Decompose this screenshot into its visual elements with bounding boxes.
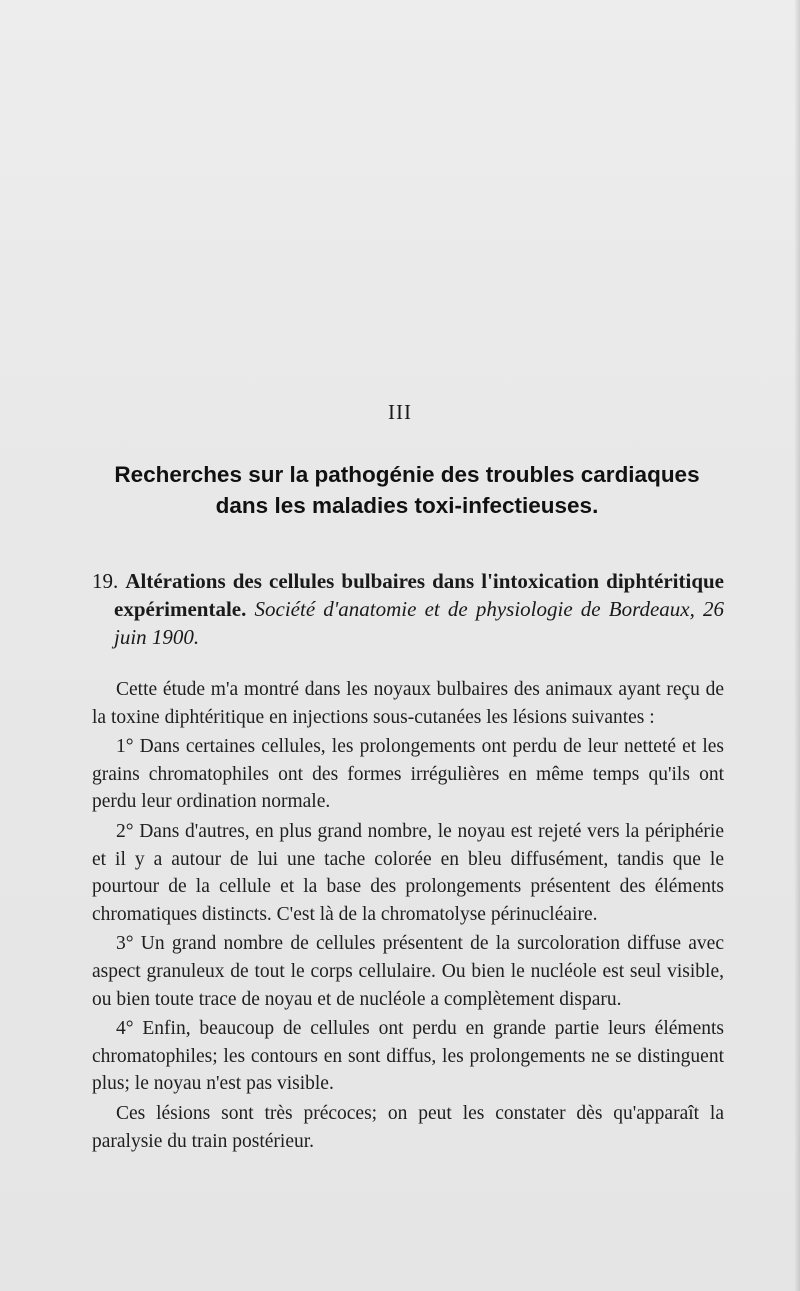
body-text	[92, 676, 724, 1157]
paragraph-lesion-1: 1° Dans certaines cellules, les prolongements ont perdu de leur netteté et les grains chromatophiles ont des formes irrégulières en même temps qu'ils ont perdu leur ordination normale.	[92, 736, 724, 813]
paragraph-conclusion: Ces lésions sont très précoces; on peut les constater dès qu'apparaît la paralysie du train postérieur.	[92, 1102, 724, 1152]
entry-title: Altérations des cellules bulbaires dans l'intoxication diphtéritique expérimentale.	[114, 569, 725, 621]
section-number: III	[388, 400, 412, 424]
section-title: Recherches sur la pathogénie des troubles cardiaques dans les maladies toxi-infectieuses.	[114, 462, 700, 518]
paragraph-lesion-4: 4° Enfin, beaucoup de cellules ont perdu en grande partie leurs éléments chromatophiles; les contours en sont diffus, les prolongements ne se distinguent plus; le noyau n'est pas visible.	[92, 1018, 724, 1095]
paragraph-intro: Cette étude m'a montré dans les noyaux bulbaires des animaux ayant reçu de la toxine diphtéritique en injections sous-cutanées les lésions suivantes :	[92, 679, 724, 728]
paragraph-lesion-2: 2° Dans d'autres, en plus grand nombre, le noyau est rejeté vers la périphérie et il y a autour de lui une tache colorée en bleu diffusément, tandis que le pourtour de la cellule et la base des prolongements présentent des éléments chromatiques distincts. C'est là de la chromatolyse périnucléaire.	[92, 820, 724, 925]
entry-number: 19.	[92, 569, 119, 593]
bibliography-entry	[92, 567, 724, 651]
entry-heading	[92, 567, 724, 651]
entry-source: Société d'anatomie et de physiologie de Bordeaux, 26 juin 1900.	[114, 597, 724, 649]
page-edge-shadow	[794, 0, 800, 1291]
paragraph-lesion-3: 3° Un grand nombre de cellules présentent de la surcoloration diffuse avec aspect granuleux de tout le corps cellulaire. Ou bien le nucléole est seul visible, ou bien toute trace de noyau et de nucléole a complètement disparu.	[92, 933, 724, 1010]
